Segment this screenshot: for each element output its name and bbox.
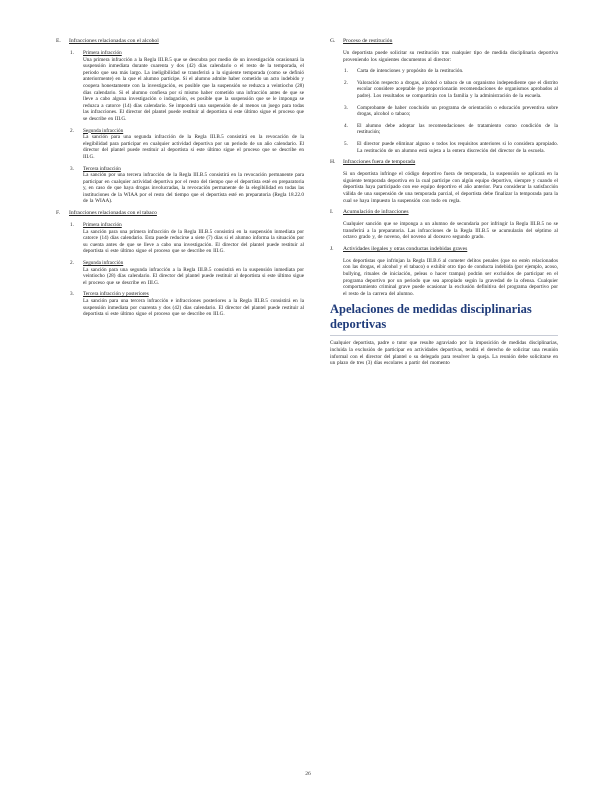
item-number: 5. [344, 140, 348, 147]
item-text: La sanción para una primera infracción de la Regla III.B.5 consistirá en la suspensión inmediata por catorce (14) días calendario. Esta puede reducirse a siete (7) días si el alumno informa la situación por su cuenta antes de que se lleve a cabo una investigación. El director del plantel puede restituir al deportista si este último sigue el proceso que se describe en III.G. [83, 228, 304, 255]
item-text: La sanción para una tercera infracción e infracciones posteriores a la Regla III.B.5 consistirá en la suspensión inmediata por cuarenta y dos (42) días calendario. El director del plantel puede restituir al deportista si este último sigue el proceso que se describe en III.G. [83, 298, 304, 318]
section-title: Infracciones relacionadas con el alcohol [69, 38, 159, 44]
section-heading-e [56, 38, 304, 45]
list-item [344, 80, 558, 100]
left-column [56, 38, 304, 323]
item-title: Tercera infracción [83, 165, 121, 172]
list-item [70, 128, 304, 161]
list-item [344, 123, 558, 136]
item-number: 1. [70, 222, 74, 229]
list-item [344, 68, 558, 75]
section-text: Si un deportista infringe el código deportivo fuera de temporada, la suspensión se aplicará en la siguiente temporada deportiva en la cual participe con algún equipo deportivo, siempre y cuando el deportista haya participado con ese equipo deportivo el año anterior. Para considerar la satisfacción válida de una suspensión de una temporada parcial, el deportista debe finalizar la temporada para la cual se haya impuesto la suspensión con todo en regla. [343, 171, 558, 204]
section-heading-h [330, 159, 558, 166]
appeals-text: Cualquier deportista, padre o tutor que resulte agraviado por la imposición de medidas disciplinarias, incluida la exclusión de participar en actividades deportivas, tendrá el derecho de solicitar una reunión informal con el director del plantel o su delegado para resolver la queja. La reunión debe solicitarse en un plazo de tres (3) días escolares a partir del momento [330, 340, 558, 367]
item-number: 1. [344, 68, 348, 75]
section-body [343, 221, 558, 241]
item-title: Segunda infracción [83, 260, 124, 267]
item-number: 2. [70, 260, 74, 267]
section-text: Cualquier sanción que se imponga a un alumno de secundaria por infringir la Regla III.B.5 no se transferirá a la preparatoria. Las infracciones de la Regla III.B.5 se acumularán del séptimo al octavo grado y, de noveno, del noveno al doceavo segundo grado. [343, 221, 558, 241]
item-text: La sanción para una segunda infracción de la Regla III.B.5 consistirá en la revocación de la elegibilidad para participar en cualquier actividad deportiva por un periodo de un año calendario. El director del plantel puede restituir al deportista si este último sigue el proceso que se describe en III.G. [83, 134, 304, 160]
section-title: Acumulación de infracciones [343, 209, 409, 216]
section-body [343, 171, 558, 204]
list-item [70, 260, 304, 286]
section-title: Infracciones fuera de temporada [343, 159, 416, 166]
item-number: 3. [70, 165, 74, 172]
section-title: Infracciones relacionadas con el tabaco [69, 210, 157, 217]
item-number: 4. [344, 122, 348, 129]
item-title: Primera infracción [83, 222, 122, 229]
item-title: Primera infracción [83, 50, 122, 56]
item-number: 3. [344, 104, 348, 111]
section-letter: G. [330, 38, 336, 44]
appeals-heading: Apelaciones de medidas disciplinarias deportivas [330, 302, 532, 332]
list-item [344, 141, 558, 154]
section-heading-g [330, 38, 558, 45]
divider [330, 335, 558, 336]
section-letter: F. [56, 210, 61, 217]
section-text: Los deportistas que infrinjan la Regla III.B.6 al cometer delitos penales (que no estén relacionados con las drogas, el alcohol y el tabaco) o exhibir otro tipo de conducta indebida (por ejemplo, acoso, bullying, rituales de iniciación, peleas o hacer trampa) podrán ser excluidos de participar en el programa deportivo por un periodo que sea apropiado según la gravedad de la ofensa. Cualquier comportamiento criminal grave puede ocasionar la exclusión definitiva del programa deportivo por el resto de la carrera del alumno. [343, 257, 558, 297]
item-text: El director puede eliminar alguno o todos los requisitos anteriores si lo considera apropiado. La restitución de un alumno está sujeta a la entera discreción del director de la escuela. [357, 140, 558, 154]
section-heading-i [330, 209, 558, 216]
section-heading-f [56, 210, 304, 217]
right-column [330, 38, 558, 367]
list-item [70, 50, 304, 123]
list-item [70, 291, 304, 317]
section-title: Actividades ilegales y otras conductas indebidas graves [343, 245, 468, 252]
item-text: Una primera infracción a la Regla III.B.5 que se descubra por medio de un investigación ocasionará la suspensión inmediata durante cuarenta y dos (42) días calendario o el resto de la temporada, el periodo que sea más largo. La ineligibilidad se transferirá a la siguiente temporada (como se definió anteriormente) en la que el alumno participe. Si el alumno admite haber cometido un acto indebido y coopera honestamente con la investigación, es posible que la suspensión se reduzca a veintiocho (28) días calendario. Si el alumno confiesa por sí mismo haber cometido una infracción antes de que se lleve a cabo alguna investigación o indagación, es posible que la suspensión que se le imponga se reduzca a catorce (14) días calendario. Se impondrá una suspensión de al menos un juego para todas las infracciones. El director del plantel puede restituir al deportista si este último sigue el proceso que se describe en III.G. [83, 56, 304, 122]
item-text: La sanción por una tercera infracción de la Regla III.B.5 consistirá en la revocación permanente para participar en cualquier actividad deportiva por el resto del tiempo que el deportista esté en preparatoria y, en caso de que haya drogas involucradas, la revocación permanente de la elegibilidad en todas las instituciones de la WIAA por el resto del tiempo que el deportista esté en preparatoria (Regla 18.22.0 de la WIAA). [83, 172, 304, 205]
list-item [70, 166, 304, 206]
section-letter: H. [330, 159, 336, 166]
item-text: Carta de intenciones y propósito de la restitución. [357, 68, 464, 75]
list-item [70, 222, 304, 255]
item-text: El alumno debe adoptar las recomendaciones de tratamiento como condición de la restitución; [357, 122, 558, 136]
section-heading-j [330, 246, 558, 253]
section-letter: I. [330, 209, 334, 216]
item-number: 2. [70, 127, 74, 134]
item-text: Valoración respecto a drogas, alcohol o tabaco de un organismo independiente que el distrito escolar considere aceptable (se proporcionarán recomendaciones de organismos aprobados al padre). Los resultados se compartirán con la familia y la administración de la escuela. [357, 79, 558, 99]
section-letter: E. [56, 38, 61, 44]
section-intro [343, 50, 558, 63]
section-text: Un deportista puede solicitar su restitución tras cualquier tipo de medida disciplinaria deportiva proveniendo los siguientes documentos al director: [343, 50, 558, 63]
item-title: Segunda infracción [83, 127, 124, 134]
section-letter: J. [330, 245, 334, 252]
item-number: 1. [70, 50, 74, 56]
item-title: Tercera infracción y posteriores [83, 291, 149, 298]
section-title: Proceso de restitución [343, 38, 393, 44]
item-number: 3. [70, 291, 74, 298]
section-body [343, 258, 558, 298]
list-item [344, 105, 558, 118]
page-number: 26 [305, 771, 311, 777]
item-text: La sanción para una segunda infracción a la Regla III.B.5 consistirá en la suspensión inmediata por veintiocho (28) días calendario. El director del plantel puede restituir al deportista si este último sigue el proceso que se describe en III.G. [83, 266, 304, 286]
item-number: 2. [344, 79, 348, 86]
item-text: Comprobante de haber concluido un programa de orientación o educación preventiva sobre drogas, alcohol o tabaco; [357, 104, 558, 118]
